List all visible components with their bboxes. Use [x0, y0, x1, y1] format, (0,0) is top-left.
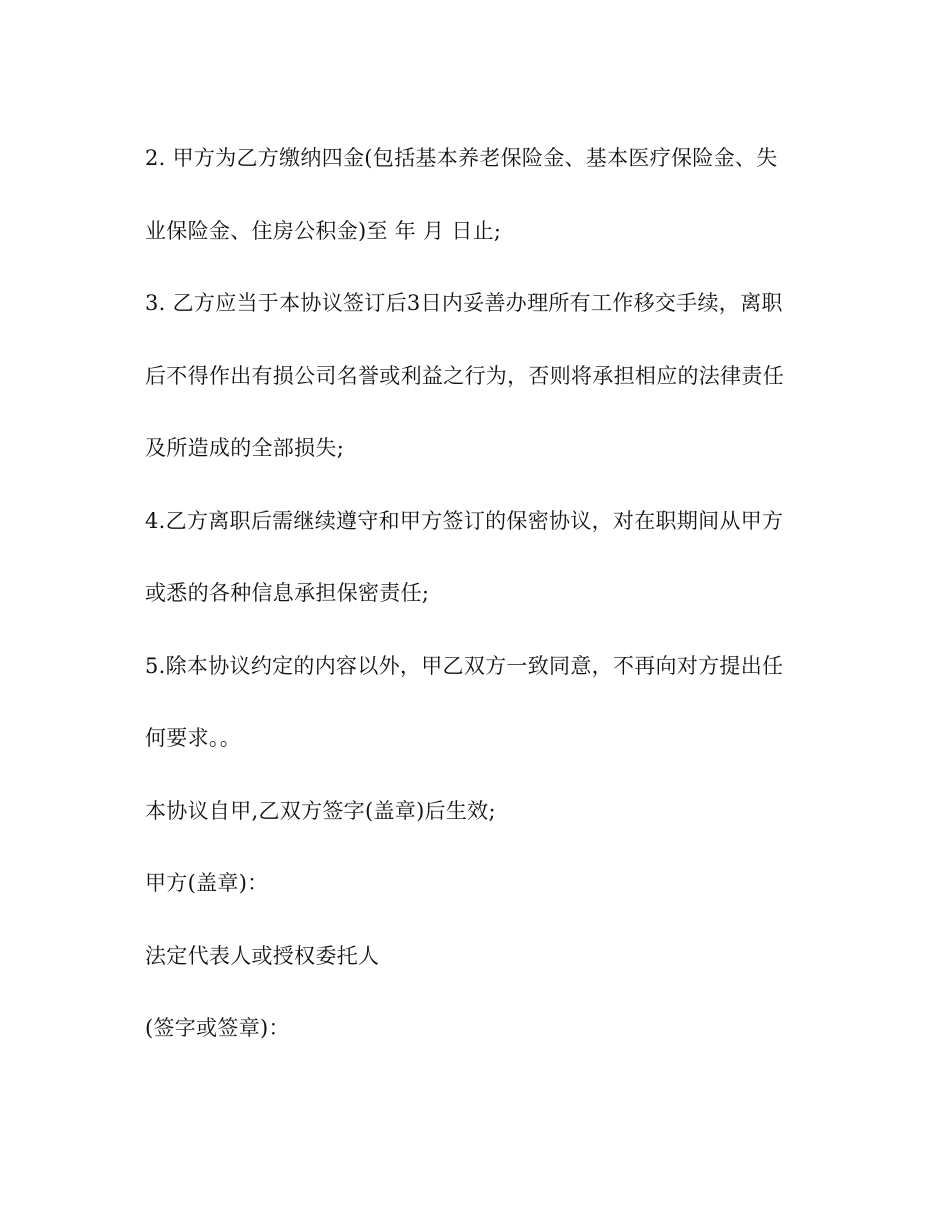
clause-3-line-2: 后不得作出有损公司名誉或利益之行为，否则将承担相应的法律责任: [145, 363, 784, 388]
clause-2-line-1: 2. 甲方为乙方缴纳四金(包括基本养老保险金、基本医疗保险金、失: [145, 146, 778, 170]
clause-4-line-1: 4.乙方离职后需继续遵守和甲方签订的保密协议，对在职期间从甲方: [145, 508, 784, 533]
clause-2-line-2: 业保险金、住房公积金)至 年 月 日止;: [145, 218, 502, 243]
effective-clause: 本协议自甲,乙双方签字(盖章)后生效;: [145, 798, 496, 823]
clause-3-line-1: 3. 乙方应当于本协议签订后3日内妥善办理所有工作移交手续，离职: [145, 291, 783, 315]
document-body: [145, 138, 810, 1081]
clause-5-line-2: 何要求。。: [145, 726, 241, 750]
signature-label: (签字或签章)：: [145, 1016, 290, 1040]
clause-4-line-2: 或悉的各种信息承担保密责任;: [145, 581, 430, 605]
legal-representative-label: 法定代表人或授权委托人: [145, 943, 380, 968]
party-a-seal-label: 甲方(盖章)：: [145, 871, 269, 895]
clause-5-line-1: 5.除本协议约定的内容以外，甲乙双方一致同意，不再向对方提出任: [145, 653, 784, 678]
clause-3-line-3: 及所造成的全部损失;: [145, 436, 345, 460]
